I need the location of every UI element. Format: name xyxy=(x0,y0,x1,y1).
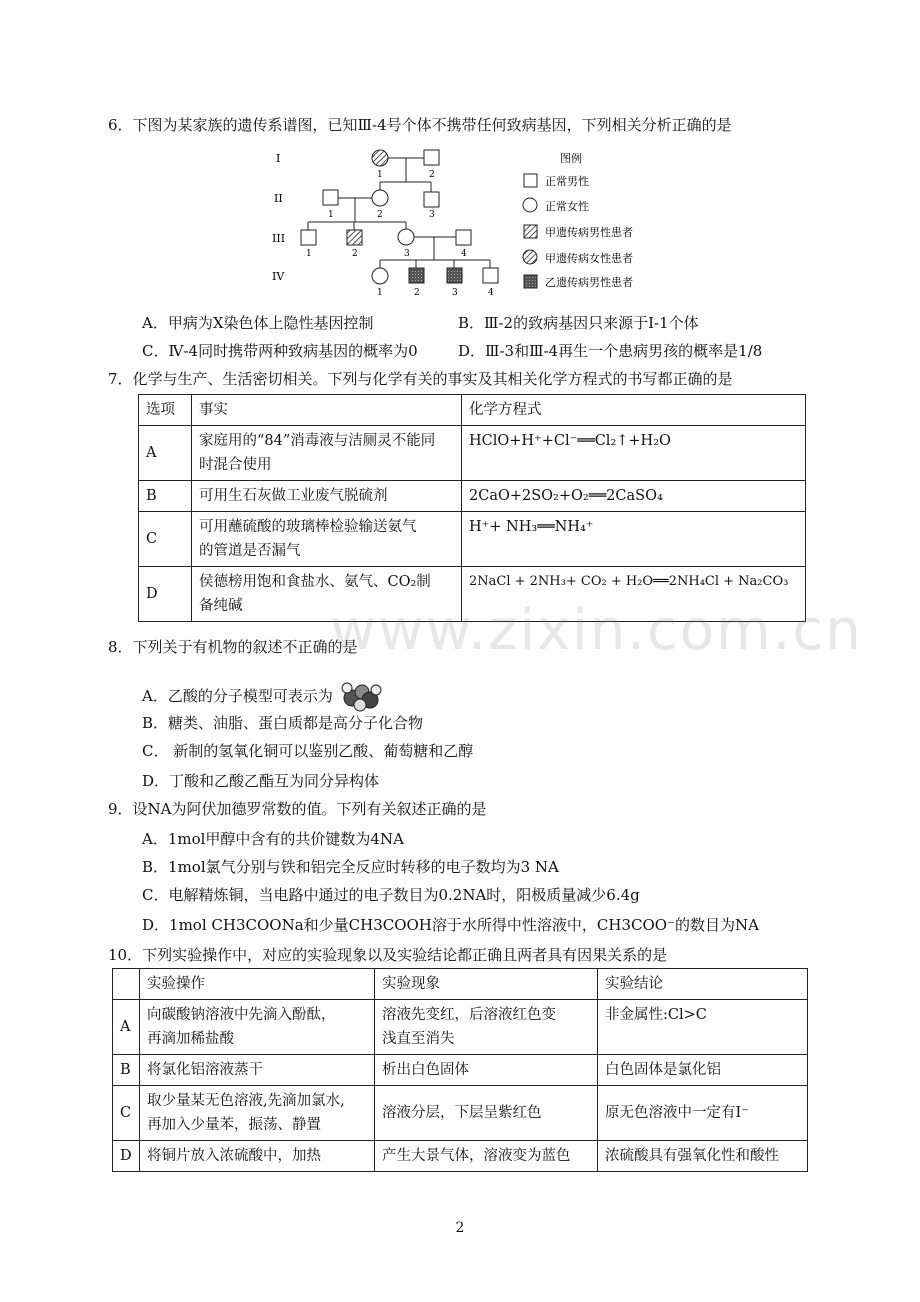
acetic-acid-model-icon xyxy=(338,680,384,714)
q8-option-c: C． 新制的氢氧化铜可以鉴别乙酸、葡萄糖和乙醇 xyxy=(142,742,474,760)
q7-fact-line: 的管道是否漏气 xyxy=(199,543,301,559)
q10-operation-line: 将氯化铝溶液蒸干 xyxy=(147,1062,263,1078)
iii4-num: 4 xyxy=(461,249,467,259)
q10-row-operation xyxy=(140,1141,375,1172)
iv3-num: 3 xyxy=(452,288,458,298)
q10-row-phenomenon xyxy=(375,1055,598,1086)
q10-row-conclusion: 白色固体是氯化铝 xyxy=(598,1055,808,1086)
q7-header-equation: 化学方程式 xyxy=(462,395,806,426)
legend-b-male-icon xyxy=(524,275,537,288)
legend-normal-female: 正常女性 xyxy=(545,200,589,213)
q8-option-d: D．丁酸和乙酸乙酯互为同分异构体 xyxy=(142,772,380,790)
q10-operation-line: 取少量某无色溶液,先滴加氯水, xyxy=(147,1093,345,1109)
q8-option-b: B．糖类、油脂、蛋白质都是高分子化合物 xyxy=(142,714,424,732)
i2-normal-male xyxy=(424,150,439,165)
q7-row-fact xyxy=(192,481,462,512)
q8-option-a xyxy=(142,680,384,714)
q7-fact-line: 备纯碱 xyxy=(199,598,243,614)
i2-num: 2 xyxy=(429,170,435,180)
q7-fact-line: 可用蘸硫酸的玻璃棒检验输送氨气 xyxy=(199,519,417,535)
q9-option-c: C．电解精炼铜，当电路中通过的电子数目为0.2NA时，阳极质量减少6.4g xyxy=(142,886,640,904)
q9-option-a: A．1mol甲醇中含有的共价键数为4NA xyxy=(142,830,404,848)
legend-normal-male-icon xyxy=(524,174,537,187)
q6-option-a: A．甲病为X染色体上隐性基因控制 xyxy=(142,314,374,332)
iv4-num: 4 xyxy=(488,288,494,298)
q10-table xyxy=(112,968,808,1172)
table-row xyxy=(113,1055,808,1086)
q7-fact-line: 时混合使用 xyxy=(199,457,272,473)
iv1-normal-female xyxy=(372,268,388,284)
gen-label-iii: III xyxy=(272,232,286,245)
q10-phenomenon-line: 溶液分层，下层呈紫红色 xyxy=(382,1105,542,1121)
q10-phenomenon-line: 析出白色固体 xyxy=(382,1062,469,1078)
ii3-num: 3 xyxy=(429,210,435,220)
q7-row-option: D xyxy=(139,567,192,622)
q10-row-conclusion: 原无色溶液中一定有I⁻ xyxy=(598,1086,808,1141)
gen-label-i: I xyxy=(276,152,281,165)
q7-row-fact xyxy=(192,426,462,481)
iii3-normal-female xyxy=(398,229,414,245)
q7-row-fact xyxy=(192,512,462,567)
q7-fact-line: 可用生石灰做工业废气脱硫剂 xyxy=(199,488,388,504)
q9-option-d: D．1mol CH3COONa和少量CH3COOH溶于水所得中性溶液中，CH3COO⁻的数目为NA xyxy=(142,916,759,934)
q9-stem: 9．设NA为阿伏加德罗常数的值。下列有关叙述正确的是 xyxy=(108,800,487,818)
legend-a-female: 甲遗传病女性患者 xyxy=(545,252,633,265)
q7-row-option: B xyxy=(139,481,192,512)
gen-label-ii: II xyxy=(274,192,283,205)
q7-row-option: C xyxy=(139,512,192,567)
q7-fact-line: 家庭用的“84”消毒液与洁厕灵不能同 xyxy=(199,433,436,449)
watermark: www.zixin.com.cn xyxy=(330,598,863,663)
q10-row-operation xyxy=(140,1086,375,1141)
q8-option-a-text: A．乙酸的分子模型可表示为 xyxy=(142,687,333,705)
q7-fact-line: 侯德榜用饱和食盐水、氨气、CO₂制 xyxy=(199,574,431,590)
q7-row-equation: 2CaO+2SO₂+O₂══2CaSO₄ xyxy=(462,481,806,512)
q10-operation-line: 将铜片放入浓硫酸中，加热 xyxy=(147,1148,321,1164)
i1-num: 1 xyxy=(377,170,383,180)
legend-a-male: 甲遗传病男性患者 xyxy=(545,226,633,239)
iii1-normal-male xyxy=(301,230,316,245)
table-row xyxy=(139,512,806,567)
legend-normal-female-icon xyxy=(523,198,537,212)
ii2-normal-female xyxy=(372,190,388,206)
table-header-row xyxy=(139,395,806,426)
q10-row-option: B xyxy=(113,1055,140,1086)
iii2-num: 2 xyxy=(352,249,358,259)
q10-row-conclusion: 浓硫酸具有强氧化性和酸性 xyxy=(598,1141,808,1172)
q7-row-equation: 2NaCl + 2NH₃+ CO₂ + H₂O══2NH₄Cl + Na₂CO₃ xyxy=(462,567,806,622)
q8-stem: 8．下列关于有机物的叙述不正确的是 xyxy=(108,638,358,656)
q10-operation-line: 再滴加稀盐酸 xyxy=(147,1031,234,1047)
q10-header-blank xyxy=(113,969,140,1000)
q10-row-phenomenon xyxy=(375,1141,598,1172)
q10-row-option: A xyxy=(113,1000,140,1055)
iii1-num: 1 xyxy=(306,249,312,259)
iv3-b-affected-male xyxy=(447,268,462,283)
q10-header-conclusion: 实验结论 xyxy=(598,969,808,1000)
q10-row-conclusion: 非金属性:Cl>C xyxy=(598,1000,808,1055)
table-row xyxy=(113,1086,808,1141)
q7-header-fact: 事实 xyxy=(192,395,462,426)
legend-normal-male: 正常男性 xyxy=(545,175,589,188)
ii2-num: 2 xyxy=(377,210,383,220)
iv2-b-affected-male xyxy=(409,268,424,283)
iii2-affected-male xyxy=(347,230,362,245)
table-header-row xyxy=(113,969,808,1000)
table-row xyxy=(113,1141,808,1172)
q10-row-phenomenon xyxy=(375,1086,598,1141)
q10-row-option: D xyxy=(113,1141,140,1172)
q9-option-b: B．1mol氯气分别与铁和铝完全反应时转移的电子数均为3 NA xyxy=(142,858,559,876)
q10-phenomenon-line: 产生大景气体，溶液变为蓝色 xyxy=(382,1148,571,1164)
legend-a-female-icon xyxy=(523,250,537,264)
q10-row-option: C xyxy=(113,1086,140,1141)
legend-a-male-icon xyxy=(524,225,537,238)
q7-header-option: 选项 xyxy=(139,395,192,426)
q10-phenomenon-line: 溶液先变红，后溶液红色变 xyxy=(382,1007,556,1023)
iv2-num: 2 xyxy=(414,288,420,298)
q6-option-c: C．Ⅳ-4同时携带两种致病基因的概率为0 xyxy=(142,342,418,360)
q7-row-option: A xyxy=(139,426,192,481)
q7-row-equation: H⁺+ NH₃══NH₄⁺ xyxy=(462,512,806,567)
q6-stem: 6．下图为某家族的遗传系谱图，已知Ⅲ-4号个体不携带任何致病基因，下列相关分析正确的是 xyxy=(108,116,732,134)
q10-header-phenomenon: 实验现象 xyxy=(375,969,598,1000)
ii1-normal-male xyxy=(323,190,338,205)
iii4-normal-male xyxy=(456,230,471,245)
legend-title: 图例 xyxy=(560,152,582,165)
q10-operation-line: 再加入少量苯，振荡、静置 xyxy=(147,1117,321,1133)
q10-header-operation: 实验操作 xyxy=(140,969,375,1000)
page-number: 2 xyxy=(455,1220,465,1236)
ii1-num: 1 xyxy=(328,210,334,220)
q10-row-operation xyxy=(140,1000,375,1055)
table-row xyxy=(113,1000,808,1055)
q10-row-operation xyxy=(140,1055,375,1086)
q7-stem: 7．化学与生产、生活密切相关。下列与化学有关的事实及其相关化学方程式的书写都正确的是 xyxy=(108,370,733,388)
q10-phenomenon-line: 浅直至消失 xyxy=(382,1031,455,1047)
iv1-num: 1 xyxy=(377,288,383,298)
q10-stem: 10．下列实验操作中，对应的实验现象以及实验结论都正确且两者具有因果关系的是 xyxy=(108,946,668,964)
q7-row-equation: HClO+H⁺+Cl⁻══Cl₂↑+H₂O xyxy=(462,426,806,481)
table-row xyxy=(139,481,806,512)
q6-option-d: D．Ⅲ-3和Ⅲ-4再生一个患病男孩的概率是1/8 xyxy=(458,342,763,360)
pedigree-diagram xyxy=(268,142,668,302)
iii3-num: 3 xyxy=(404,249,410,259)
table-row xyxy=(139,426,806,481)
ii3-normal-male xyxy=(424,192,439,207)
q10-operation-line: 向碳酸钠溶液中先滴入酚酞， xyxy=(147,1007,336,1023)
q10-row-phenomenon xyxy=(375,1000,598,1055)
iv4-normal-male xyxy=(483,268,498,283)
q6-option-b: B．Ⅲ-2的致病基因只来源于Ⅰ-1个体 xyxy=(458,314,699,332)
legend-b-male: 乙遗传病男性患者 xyxy=(545,276,633,289)
i1-affected-female xyxy=(372,150,388,166)
q7-table xyxy=(138,394,806,622)
gen-label-iv: IV xyxy=(272,270,285,283)
